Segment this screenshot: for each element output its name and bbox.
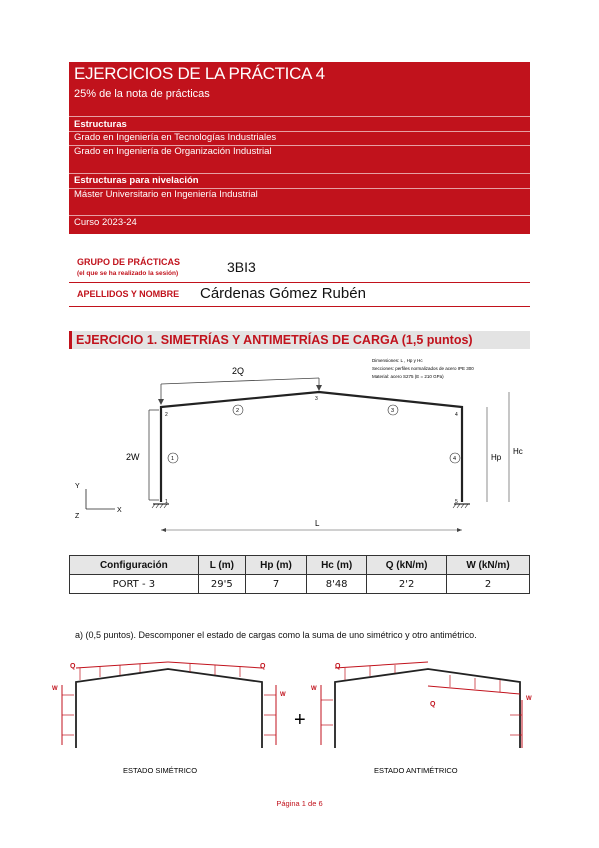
anti-label: ESTADO ANTIMÉTRICO xyxy=(374,766,458,775)
anti-q-top: Q xyxy=(335,663,341,670)
sym-w-right: W xyxy=(280,692,286,698)
frame-figure xyxy=(69,352,530,547)
col-l: L (m) xyxy=(198,556,245,575)
group-label: GRUPO DE PRÁCTICAS xyxy=(77,257,181,267)
course-year: Curso 2023-24 xyxy=(74,217,137,228)
axis-x-label: X xyxy=(117,507,122,514)
page-subtitle: 25% de la nota de prácticas xyxy=(74,88,210,100)
names-value[interactable]: Cárdenas Gómez Rubén xyxy=(200,285,366,302)
col-w: W (kN/m) xyxy=(447,556,530,575)
node-5: 5 xyxy=(455,499,458,505)
dim-hp-label: Hp xyxy=(491,453,502,462)
group-sublabel: (el que se ha realizado la sesión) xyxy=(77,270,179,277)
group-value[interactable]: 3BI3 xyxy=(227,259,256,275)
axes-icon xyxy=(75,483,122,520)
exercise-title: EJERCICIO 1. SIMETRÍAS Y ANTIMETRÍAS DE CARGA (1,5 puntos) xyxy=(69,331,530,349)
cell-hp[interactable]: 7 xyxy=(245,575,306,594)
bar-3: 3 xyxy=(391,408,395,414)
states-figure xyxy=(40,660,560,775)
note-sections: Secciones: perfiles normalizados de acero IPE 300 xyxy=(372,366,474,371)
note-dimensions: Dimensiones: L , Hp y Hc xyxy=(372,358,423,363)
anti-q-bottom: Q xyxy=(430,701,436,708)
sym-w-left: W xyxy=(52,686,58,692)
note-material: Material: acero S275 (E = 210 GPa) xyxy=(372,374,444,379)
load-2w-label: 2W xyxy=(126,452,140,462)
table-header-row xyxy=(70,556,530,575)
node-3: 3 xyxy=(315,396,318,402)
load-2q-label: 2Q xyxy=(232,366,245,376)
config-table xyxy=(69,555,530,594)
anti-w-left: W xyxy=(311,686,317,692)
bar-4: 4 xyxy=(453,456,457,462)
node-1: 1 xyxy=(165,499,168,505)
cell-q[interactable]: 2'2 xyxy=(367,575,447,594)
bar-1: 1 xyxy=(171,456,175,462)
cell-hc[interactable]: 8'48 xyxy=(307,575,367,594)
sym-label: ESTADO SIMÉTRICO xyxy=(123,766,198,775)
axis-y-label: Y xyxy=(75,483,80,490)
group-row xyxy=(69,255,530,283)
header-banner xyxy=(69,62,530,234)
table-row xyxy=(70,575,530,594)
col-config: Configuración xyxy=(70,556,199,575)
col-q: Q (kN/m) xyxy=(367,556,447,575)
names-row xyxy=(69,284,530,307)
portal-frame xyxy=(161,392,462,502)
plus-sign: + xyxy=(294,709,306,731)
section2-heading: Estructuras para nivelación xyxy=(74,175,199,186)
names-label: APELLIDOS Y NOMBRE xyxy=(77,289,180,299)
bar-2: 2 xyxy=(236,408,240,414)
section1-line-1: Grado en Ingeniería en Tecnologías Industriales xyxy=(74,132,277,143)
section2-line-1: Máster Universitario en Ingeniería Industrial xyxy=(74,189,258,200)
page-footer: Página 1 de 6 xyxy=(276,799,323,808)
cell-config[interactable]: PORT - 3 xyxy=(70,575,199,594)
antimetric-state xyxy=(311,662,532,775)
col-hp: Hp (m) xyxy=(245,556,306,575)
question-a: a) (0,5 puntos). Descomponer el estado de cargas como la suma de uno simétrico y otro antimétrico. xyxy=(75,630,477,640)
section1-line-2: Grado en Ingeniería de Organización Industrial xyxy=(74,146,272,157)
cell-l[interactable]: 29'5 xyxy=(198,575,245,594)
anti-w-right: W xyxy=(526,696,532,702)
section1-heading: Estructuras xyxy=(74,119,127,130)
dim-l-label: L xyxy=(315,519,320,528)
axis-z-label: Z xyxy=(75,513,80,520)
dim-hc-label: Hc xyxy=(513,447,523,456)
sym-q-right: Q xyxy=(260,663,266,670)
cell-w[interactable]: 2 xyxy=(447,575,530,594)
node-4: 4 xyxy=(455,412,458,418)
col-hc: Hc (m) xyxy=(307,556,367,575)
symmetric-state xyxy=(52,662,286,775)
page-title: EJERCICIOS DE LA PRÁCTICA 4 xyxy=(74,64,325,83)
sym-q-left: Q xyxy=(70,663,76,670)
node-2: 2 xyxy=(165,412,168,418)
